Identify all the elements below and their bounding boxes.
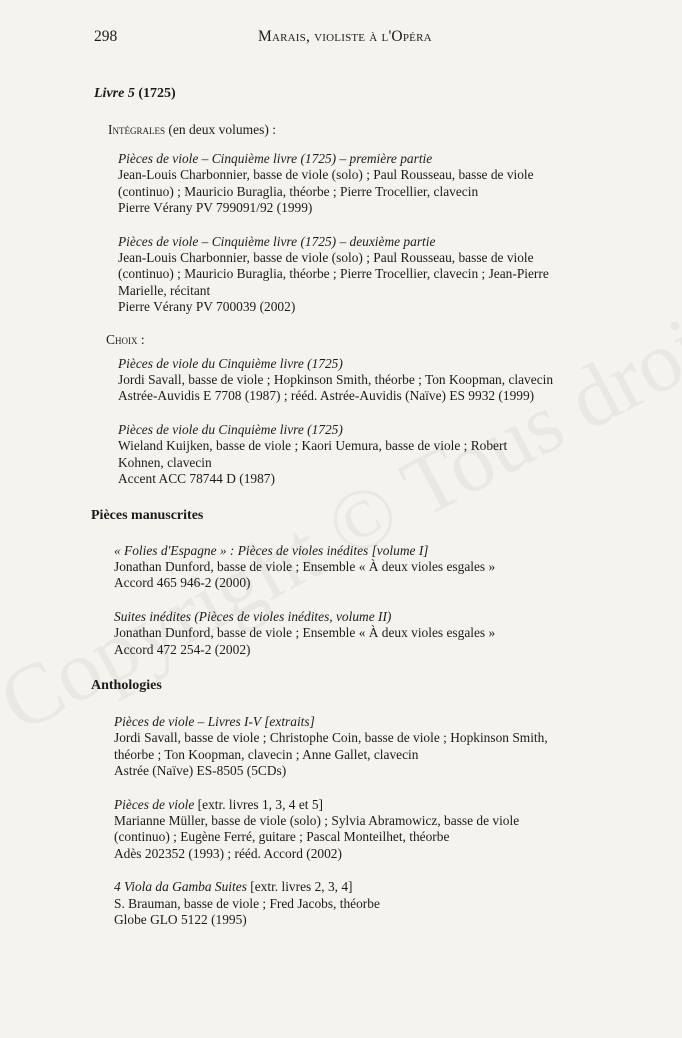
- running-title: Marais, violiste à l'Opéra: [258, 28, 432, 45]
- page-header: [94, 28, 588, 52]
- entry-line: (continuo) ; Mauricio Buraglia, théorbe ; Pierre Trocellier, clavecin ; Jean-Pierre: [118, 266, 549, 282]
- entry-line: Pierre Vérany PV 799091/92 (1999): [118, 200, 313, 216]
- discography-entry: [114, 797, 604, 863]
- entry-line: Marianne Müller, basse de viole (solo) ; Sylvia Abramowicz, basse de viole: [114, 812, 520, 828]
- livre5-heading-year: (1725): [134, 86, 176, 101]
- entry-title: Pièces de viole – Livres I-V [extraits]: [114, 713, 315, 729]
- discography-entry: [118, 151, 604, 217]
- discography-entry: [118, 422, 604, 488]
- entry-title: « Folies d'Espagne » : Pièces de violes inédites [volume I]: [114, 542, 429, 558]
- entry-line: Jean-Louis Charbonnier, basse de viole (solo) ; Paul Rousseau, basse de viole: [118, 250, 534, 266]
- entry-line: Jordi Savall, basse de viole ; Hopkinson Smith, théorbe ; Ton Koopman, clavecin: [118, 372, 554, 388]
- entry-title: Suites inédites (Pièces de violes inédites, volume II): [114, 608, 392, 624]
- entry-line: Kohnen, clavecin: [118, 454, 212, 470]
- entry-line: Accord 472 254-2 (2002): [114, 641, 251, 657]
- entry-line: Jonathan Dunford, basse de viole ; Ensemble « À deux violes esgales »: [114, 625, 496, 641]
- livre5-heading-title: Livre 5: [94, 86, 135, 101]
- entry-line: Accord 465 946-2 (2000): [114, 575, 251, 591]
- page-content: [0, 86, 682, 928]
- entry-line: Adès 202352 (1993) ; rééd. Accord (2002): [114, 845, 342, 861]
- entry-line: (continuo) ; Eugène Ferré, guitare ; Pascal Monteilhet, théorbe: [114, 829, 450, 845]
- entry-line: (continuo) ; Mauricio Buraglia, théorbe ; Pierre Trocellier, clavecin: [118, 183, 479, 199]
- entry-line: Jonathan Dunford, basse de viole ; Ensemble « À deux violes esgales »: [114, 558, 496, 574]
- entry-title: Pièces de viole – Cinquième livre (1725) – deuxième partie: [118, 233, 436, 249]
- discography-entry: [118, 234, 604, 316]
- entry-title: Pièces de viole du Cinquième livre (1725): [118, 421, 343, 437]
- entry-title-line: [114, 879, 604, 895]
- entry-title-line: [114, 797, 604, 813]
- discography-entry: [114, 714, 604, 780]
- livre5-heading: [94, 86, 682, 108]
- integrales-label: Intégrales: [108, 122, 165, 137]
- entry-line: Jean-Louis Charbonnier, basse de viole (solo) ; Paul Rousseau, basse de viole: [118, 167, 534, 183]
- discography-entry: [114, 879, 604, 928]
- entry-line: Astrée (Naïve) ES-8505 (5CDs): [114, 763, 287, 779]
- entry-title: Pièces de viole – Cinquième livre (1725) – première partie: [118, 151, 433, 166]
- entry-line: Jordi Savall, basse de viole ; Christophe Coin, basse de viole ; Hopkinson Smith,: [114, 730, 548, 746]
- entry-line: Accent ACC 78744 D (1987): [118, 471, 275, 487]
- entry-line: Astrée-Auvidis E 7708 (1987) ; rééd. Astrée-Auvidis (Naïve) ES 9932 (1999): [118, 388, 535, 404]
- entry-title: Pièces de viole du Cinquième livre (1725): [118, 355, 343, 371]
- entry-line: S. Brauman, basse de viole ; Fred Jacobs, théorbe: [114, 895, 380, 911]
- integrales-note: (en deux volumes) :: [165, 122, 276, 137]
- discography-entry: [114, 543, 604, 592]
- entry-title: Pièces de viole: [114, 796, 195, 812]
- entry-title-rest: [extr. livres 2, 3, 4]: [246, 879, 353, 895]
- discography-entry: [114, 609, 604, 658]
- entry-line: Wieland Kuijken, basse de viole ; Kaori Uemura, basse de viole ; Robert: [118, 438, 508, 454]
- entry-title-rest: [extr. livres 1, 3, 4 et 5]: [194, 796, 323, 812]
- anthologies-heading: Anthologies: [91, 677, 162, 693]
- manuscrites-heading: Pièces manuscrites: [91, 507, 204, 523]
- integrales-subheading: [108, 122, 682, 140]
- entry-line: Globe GLO 5122 (1995): [114, 912, 247, 927]
- page-number: 298: [94, 28, 118, 45]
- entry-title: 4 Viola da Gamba Suites: [114, 879, 247, 895]
- entry-line: Marielle, récitant: [118, 282, 211, 298]
- discography-entry: [118, 356, 604, 405]
- entry-line: Pierre Vérany PV 700039 (2002): [118, 299, 296, 315]
- entry-title-line: [114, 714, 604, 730]
- choix-subheading: Choix :: [106, 331, 145, 347]
- entry-line: théorbe ; Ton Koopman, clavecin ; Anne Gallet, clavecin: [114, 746, 419, 762]
